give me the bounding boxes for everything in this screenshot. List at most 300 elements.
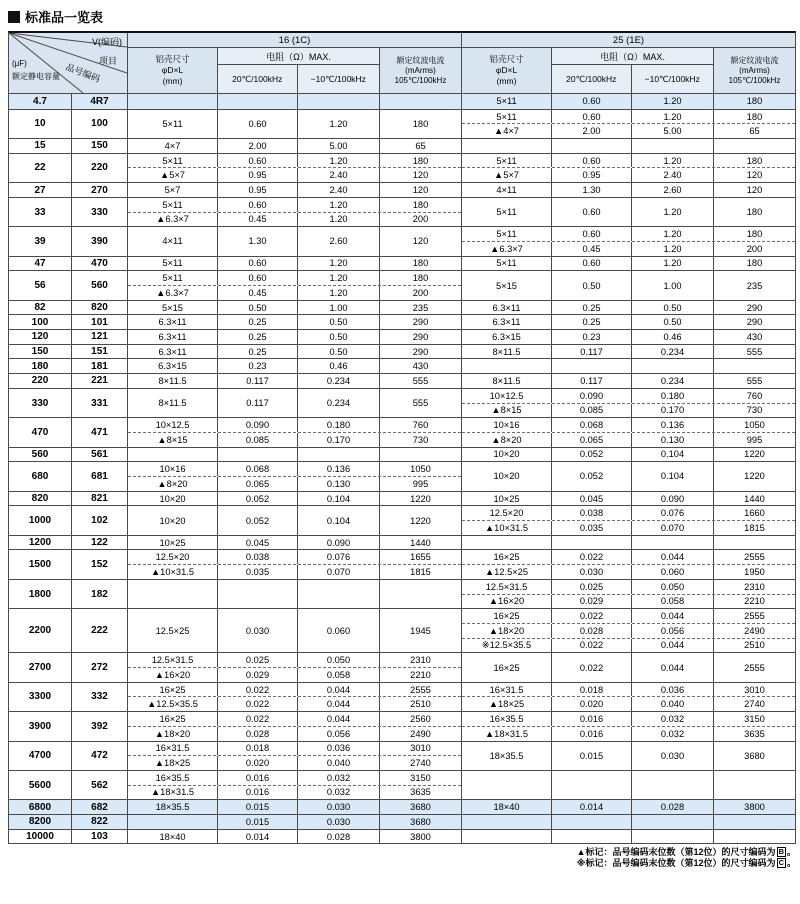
part-code-cell: 331: [91, 397, 108, 409]
resistance-minus10c-cell: [632, 830, 714, 844]
case-size-cell: ▲6.3×7: [128, 286, 218, 300]
case-size-cell: ▲12.5×35.5: [128, 697, 218, 711]
resistance-minus10c-cell: 0.136: [632, 418, 714, 432]
resistance-minus10c-cell: 0.104: [632, 448, 714, 462]
resistance-minus10c-cell: 0.040: [298, 756, 380, 770]
case-size-cell: ▲5×7: [462, 168, 552, 182]
resistance-20c-cell: 0.022: [218, 712, 298, 726]
resistance-20c-cell: 0.068: [218, 462, 298, 476]
case-size-cell: ▲18×31.5: [128, 786, 218, 800]
case-size-cell: 18×40: [128, 830, 218, 844]
resistance-minus10c-cell: [632, 815, 714, 829]
spec-entry: [462, 800, 795, 814]
voltage-16v-block: [127, 110, 461, 138]
table-row: [9, 549, 795, 578]
voltage-25v-block: [461, 506, 795, 534]
ripple-header-line: 105℃/100kHz: [728, 75, 781, 85]
voltage-25v-header-block: [461, 33, 795, 93]
resistance-minus10c-cell: 0.170: [298, 433, 380, 447]
table-header: [9, 33, 795, 94]
capacitance-cell: 820: [9, 492, 72, 506]
case-size-cell: 10×12.5: [128, 418, 218, 432]
voltage-25v-block: [461, 712, 795, 740]
capacitance-cell: 560: [9, 448, 72, 462]
voltage-25v-block: [461, 742, 795, 770]
resistance-20c-cell: 0.035: [552, 521, 632, 535]
ripple-current-cell: 3635: [744, 728, 765, 739]
ripple-current-cell: 3150: [410, 772, 431, 783]
ripple-current-cell: 2310: [744, 581, 765, 592]
resistance-20c-cell: 0.25: [552, 301, 632, 315]
case-size-cell: 4×11: [462, 183, 552, 197]
ripple-current-cell: 120: [412, 236, 429, 247]
footnote-text: 。: [786, 857, 796, 868]
resistance-minus10c-cell: 0.234: [632, 374, 714, 388]
voltage-16v-block: [127, 345, 461, 359]
resistance-20c-cell: 0.045: [218, 536, 298, 550]
case-size-cell: 5×11: [462, 227, 552, 241]
resistance-20c-cell: 0.014: [552, 800, 632, 814]
resistance-minus10c-cell: 1.20: [632, 198, 714, 226]
resistance-minus10c-cell: 0.136: [298, 462, 380, 476]
case-size-cell: 6.3×11: [128, 345, 218, 359]
page-title-text: 标准品一览表: [25, 10, 104, 25]
resistance-minus10c-cell: 0.030: [298, 815, 380, 829]
case-size-cell: 10×20: [462, 448, 552, 462]
ripple-current-cell: 290: [746, 302, 763, 313]
spec-entry: [128, 345, 461, 359]
resistance-20c-cell: 0.022: [218, 683, 298, 697]
resistance-20c-cell: 0.052: [218, 492, 298, 506]
spec-entry: [128, 154, 461, 168]
case-size-header-line: 铝壳尺寸: [155, 54, 190, 64]
voltage-25v-block: [461, 609, 795, 652]
ripple-current-cell: 1050: [410, 464, 431, 475]
case-size-cell: ※12.5×35.5: [462, 639, 552, 653]
spec-entry: [128, 448, 461, 462]
part-code-cell: 220: [91, 162, 108, 174]
part-code-cell: 681: [91, 470, 108, 482]
case-size-cell: 6.3×15: [462, 330, 552, 344]
part-code-cell: 560: [91, 280, 108, 291]
ripple-current-cell: 3680: [410, 802, 431, 813]
spec-entry: [462, 550, 795, 564]
case-size-cell: ▲12.5×25: [462, 565, 552, 579]
ripple-current-cell: 2210: [410, 669, 431, 680]
resistance-minus10c-cell: 2.60: [298, 227, 380, 255]
part-code-cell: 390: [91, 235, 108, 247]
resistance-minus10c-cell: 0.46: [298, 359, 380, 373]
voltage-16v-block: [127, 580, 461, 608]
ripple-current-cell: 555: [746, 346, 763, 357]
resistance-20c-cell: 0.45: [218, 286, 298, 300]
resistance-minus10c-cell: 0.028: [298, 830, 380, 844]
ripple-current-cell: 995: [412, 478, 429, 489]
case-size-cell: 5×15: [462, 271, 552, 299]
table-row: [9, 388, 795, 417]
resistance-20c-cell: 0.95: [218, 183, 298, 197]
voltage-25v-block: [461, 536, 795, 550]
resistance-20c-cell: 0.60: [552, 154, 632, 168]
resistance-minus10c-cell: 1.00: [298, 301, 380, 315]
case-size-cell: [462, 815, 552, 829]
resistance-minus10c-cell: 2.40: [298, 168, 380, 182]
resistance-20c-cell: 0.50: [552, 271, 632, 299]
voltage-16v-block: [127, 139, 461, 153]
resistance-20c-cell: 0.022: [552, 653, 632, 681]
resistance-minus10c-cell: 5.00: [298, 139, 380, 153]
case-size-cell: 16×25: [128, 712, 218, 726]
spec-entry: [128, 830, 461, 844]
voltage-16v-block: [127, 653, 461, 681]
resistance-20c-cell: 0.60: [218, 154, 298, 168]
voltage-25v-subheaders: [462, 48, 795, 93]
case-size-cell: 16×25: [128, 683, 218, 697]
resistance-20c-cell: 0.028: [552, 624, 632, 638]
resistance-minus10c-cell: [632, 359, 714, 373]
capacitance-cell: 1000: [9, 506, 72, 534]
part-code-cell: 820: [91, 302, 108, 314]
ripple-current-cell: 65: [415, 140, 426, 151]
case-size-cell: 16×31.5: [128, 742, 218, 756]
case-size-cell: ▲16×20: [128, 668, 218, 682]
footnote-triangle-mark: [0, 847, 796, 858]
voltage-16v-block: [127, 94, 461, 109]
capacitance-cell: 5600: [9, 771, 72, 799]
case-size-cell: 5×11: [462, 257, 552, 271]
voltage-16v-block: [127, 198, 461, 226]
resistance-20c-cell: 0.052: [552, 462, 632, 490]
table-row: [9, 94, 795, 109]
resistance-minus10c-cell: 2.60: [632, 183, 714, 197]
case-size-cell: 16×25: [462, 653, 552, 681]
ripple-header-line: 额定纹波电流: [396, 55, 445, 65]
ripple-current-cell: 3800: [744, 802, 765, 813]
part-code-cell: 561: [91, 448, 108, 460]
spec-entry: [128, 212, 461, 227]
resistance-20c-cell: 0.065: [218, 477, 298, 491]
case-size-cell: 10×20: [462, 462, 552, 490]
table-row: [9, 109, 795, 138]
part-code-cell: 4R7: [90, 95, 109, 107]
capacitance-cell: 10: [9, 110, 72, 138]
case-size-cell: 5×11: [128, 198, 218, 212]
case-size-cell: ▲5×7: [128, 168, 218, 182]
voltage-25v-block: [461, 683, 795, 711]
resistance-20c-cell: 0.015: [218, 800, 298, 814]
spec-entry: [128, 771, 461, 785]
footnote-reference-mark: [0, 858, 796, 869]
resistance-minus10c-cell: 0.036: [298, 742, 380, 756]
spec-entry: [128, 815, 461, 829]
spec-entry: [128, 564, 461, 579]
spec-entry: [462, 696, 795, 711]
ripple-current-cell: 200: [746, 243, 763, 254]
resistance-20c-cell: 0.015: [218, 815, 298, 829]
ripple-current-cell: 235: [746, 280, 763, 291]
ripple-current-cell: 180: [746, 111, 763, 122]
voltage-25v-block: [461, 389, 795, 417]
voltage-25v-block: [461, 94, 795, 109]
voltage-25v-block: [461, 330, 795, 344]
table-row: [9, 314, 795, 329]
resistance-minus10c-cell: 1.20: [632, 257, 714, 271]
case-size-cell: 5×11: [128, 271, 218, 285]
spec-entry: [128, 359, 461, 373]
resistance-20c-cell: [552, 771, 632, 799]
spec-entry: [128, 418, 461, 432]
resistance-20c-cell: 0.60: [552, 257, 632, 271]
ripple-current-cell: 3800: [410, 831, 431, 842]
voltage-25v-block: [461, 257, 795, 271]
resistance-20c-cell: 0.022: [552, 609, 632, 623]
resistance-20c-cell: [552, 359, 632, 373]
resistance-20c-cell: [218, 94, 298, 109]
case-size-cell: [128, 580, 218, 608]
case-size-cell: [128, 94, 218, 109]
case-size-cell: 18×35.5: [462, 742, 552, 770]
resistance-max-header: 电阻（Ω）MAX.: [218, 48, 379, 65]
resistance-20c-cell: 0.45: [552, 242, 632, 256]
resistance-minus10c-cell: 0.50: [632, 301, 714, 315]
ripple-current-cell: 2560: [410, 713, 431, 724]
ripple-current-cell: 180: [412, 273, 429, 284]
resistance-minus10c-cell: 0.032: [632, 727, 714, 741]
table-row: [9, 138, 795, 153]
resistance-minus10c-cell: 0.044: [632, 609, 714, 623]
voltage-25v-block: [461, 345, 795, 359]
capacitance-cell: 8200: [9, 815, 72, 829]
ripple-current-cell: 290: [412, 346, 429, 357]
table-row: [9, 373, 795, 388]
spec-entry: [462, 345, 795, 359]
part-code-cell: 270: [91, 184, 108, 196]
resistance-20c-cell: 0.23: [218, 359, 298, 373]
resistance-20c-cell: 1.30: [552, 183, 632, 197]
spec-entry: [128, 785, 461, 800]
ripple-current-cell: 2490: [744, 625, 765, 636]
resistance-minus10c-cell: 2.40: [632, 168, 714, 182]
resistance-minus10c-cell: [632, 536, 714, 550]
spec-entry: [462, 564, 795, 579]
ripple-header-line: (mArms): [405, 65, 436, 75]
spec-entry: [462, 506, 795, 520]
spec-entry: [462, 167, 795, 182]
spec-entry: [462, 330, 795, 344]
resistance-minus10c-header: −10℃/100kHz: [310, 73, 366, 84]
resistance-minus10c-cell: 0.050: [298, 653, 380, 667]
spec-entry: [462, 536, 795, 550]
resistance-minus10c-cell: 0.056: [298, 727, 380, 741]
resistance-header-group: [552, 48, 714, 93]
spec-entry: [128, 506, 461, 534]
part-code-cell: 221: [91, 375, 108, 387]
ripple-current-cell: 1950: [744, 567, 765, 577]
ripple-current-cell: 120: [746, 185, 763, 195]
ripple-current-cell: 2210: [744, 596, 765, 607]
case-size-cell: 5×11: [462, 94, 552, 109]
resistance-20c-cell: 0.029: [552, 595, 632, 609]
table-row: [9, 491, 795, 506]
title-square-icon: [8, 11, 20, 23]
spec-entry: [128, 683, 461, 697]
resistance-20c-cell: 0.60: [218, 110, 298, 138]
case-size-cell: 5×7: [128, 183, 218, 197]
resistance-20c-cell: 0.60: [552, 94, 632, 109]
resistance-20c-cell: 0.60: [218, 271, 298, 285]
spec-entry: [462, 492, 795, 506]
resistance-20c-cell: 0.50: [218, 301, 298, 315]
case-size-cell: 16×25: [462, 609, 552, 623]
spec-entry: [462, 653, 795, 681]
capacitance-cell: 220: [9, 374, 72, 388]
part-code-cell: 332: [91, 691, 108, 703]
spec-entry: [128, 667, 461, 682]
spec-entry: [128, 462, 461, 476]
resistance-minus10c-cell: 0.032: [298, 771, 380, 785]
footnote-text: 。: [786, 847, 796, 858]
case-size-cell: 6.3×11: [128, 315, 218, 329]
ripple-current-header: [380, 48, 461, 93]
table-row: [9, 799, 795, 814]
resistance-20c-cell: 0.035: [218, 565, 298, 579]
voltage-25v-block: [461, 374, 795, 388]
voltage-16v-block: [127, 418, 461, 446]
spec-entry: [462, 183, 795, 197]
corner-header-cell: [9, 33, 127, 93]
ripple-current-cell: 1655: [410, 552, 431, 563]
spec-entry: [462, 448, 795, 462]
spec-entry: [128, 183, 461, 197]
case-size-cell: ▲18×25: [462, 697, 552, 711]
size-code-box: B: [778, 847, 784, 857]
table-row: [9, 270, 795, 299]
page-title: [0, 0, 800, 31]
voltage-25v-block: [461, 418, 795, 446]
case-size-cell: [462, 830, 552, 844]
part-code-cell: 122: [91, 537, 108, 549]
case-size-cell: 8×11.5: [462, 345, 552, 359]
table-row: [9, 535, 795, 550]
resistance-20c-cell: 0.085: [552, 404, 632, 418]
voltage-25v-block: [461, 550, 795, 578]
resistance-minus10c-cell: 0.234: [298, 374, 380, 388]
voltage-25v-block: [461, 198, 795, 226]
spec-entry: [128, 94, 461, 109]
resistance-20c-cell: 0.028: [218, 727, 298, 741]
capacitance-cell: 4700: [9, 742, 72, 770]
resistance-minus10c-cell: 0.130: [632, 433, 714, 447]
ripple-current-cell: 1220: [744, 449, 765, 460]
spec-entry: [462, 742, 795, 770]
case-size-cell: 12.5×31.5: [128, 653, 218, 667]
resistance-condition-headers: [218, 65, 379, 93]
resistance-minus10c-cell: 0.076: [632, 506, 714, 520]
ripple-current-cell: 3680: [410, 816, 431, 827]
case-size-cell: [462, 771, 552, 799]
case-size-cell: ▲6.3×7: [462, 242, 552, 256]
case-size-cell: [462, 359, 552, 373]
case-size-cell: 10×25: [128, 536, 218, 550]
resistance-minus10c-cell: 5.00: [632, 124, 714, 138]
resistance-minus10c-cell: 0.50: [298, 330, 380, 344]
voltage-16v-block: [127, 330, 461, 344]
table-row: [9, 197, 795, 226]
resistance-minus10c-cell: 0.050: [632, 580, 714, 594]
case-size-header-line: 铝壳尺寸: [489, 54, 524, 64]
ripple-current-cell: 2555: [744, 611, 765, 622]
spec-entry: [462, 389, 795, 403]
capacitance-cell: 4.7: [9, 94, 72, 109]
resistance-minus10c-cell: 0.032: [298, 786, 380, 800]
case-size-cell: 5×11: [128, 110, 218, 138]
resistance-minus10c-cell: 0.032: [632, 712, 714, 726]
ripple-current-cell: 120: [412, 185, 429, 195]
spec-entry: [462, 712, 795, 726]
case-size-cell: [462, 536, 552, 550]
spec-entry: [128, 742, 461, 756]
case-size-cell: 5×11: [462, 154, 552, 168]
resistance-minus10c-cell: 1.20: [632, 242, 714, 256]
ripple-current-cell: 3635: [410, 787, 431, 798]
resistance-minus10c-cell: 0.50: [632, 315, 714, 329]
resistance-20c-cell: 0.030: [552, 565, 632, 579]
spec-entry: [128, 696, 461, 711]
voltage-16v-block: [127, 271, 461, 299]
capacitance-cell: 10000: [9, 830, 72, 844]
ripple-current-cell: 290: [746, 317, 763, 328]
case-size-cell: ▲18×20: [462, 624, 552, 638]
spec-entry: [462, 94, 795, 109]
resistance-minus10c-cell: 0.040: [632, 697, 714, 711]
corner-voltage-label: V(编码): [92, 37, 122, 47]
spec-entry: [462, 227, 795, 241]
voltage-16v-block: [127, 550, 461, 578]
resistance-condition-headers: [552, 65, 713, 93]
case-size-cell: ▲8×15: [128, 433, 218, 447]
capacitance-cell: 3300: [9, 683, 72, 711]
voltage-25v-label: 25 (1E): [462, 33, 795, 48]
spec-entry: [128, 712, 461, 726]
resistance-minus10c-cell: 1.20: [632, 227, 714, 241]
case-size-cell: ▲16×20: [462, 595, 552, 609]
spec-entry: [462, 726, 795, 741]
ripple-current-cell: 430: [412, 361, 429, 372]
capacitance-cell: 1500: [9, 550, 72, 578]
ripple-current-cell: 2490: [410, 728, 431, 739]
ripple-current-cell: 200: [412, 287, 429, 298]
capacitance-cell: 1200: [9, 536, 72, 550]
voltage-25v-block: [461, 653, 795, 681]
part-code-cell: 121: [91, 331, 108, 343]
ripple-current-cell: [714, 359, 795, 373]
table-row: [9, 344, 795, 359]
resistance-minus10c-cell: 1.20: [632, 154, 714, 168]
spec-entry: [128, 580, 461, 608]
voltage-16v-block: [127, 257, 461, 271]
spec-entry: [128, 609, 461, 652]
resistance-minus10c-cell: 0.056: [632, 624, 714, 638]
case-size-cell: [462, 139, 552, 153]
case-size-cell: 8×11.5: [128, 374, 218, 388]
spec-entry: [128, 536, 461, 550]
case-size-cell: 10×16: [128, 462, 218, 476]
resistance-20c-cell: 0.60: [218, 257, 298, 271]
case-size-cell: 6.3×11: [128, 330, 218, 344]
resistance-minus10c-cell: [298, 448, 380, 462]
case-size-cell: 10×20: [128, 492, 218, 506]
part-code-cell: 471: [91, 426, 108, 438]
